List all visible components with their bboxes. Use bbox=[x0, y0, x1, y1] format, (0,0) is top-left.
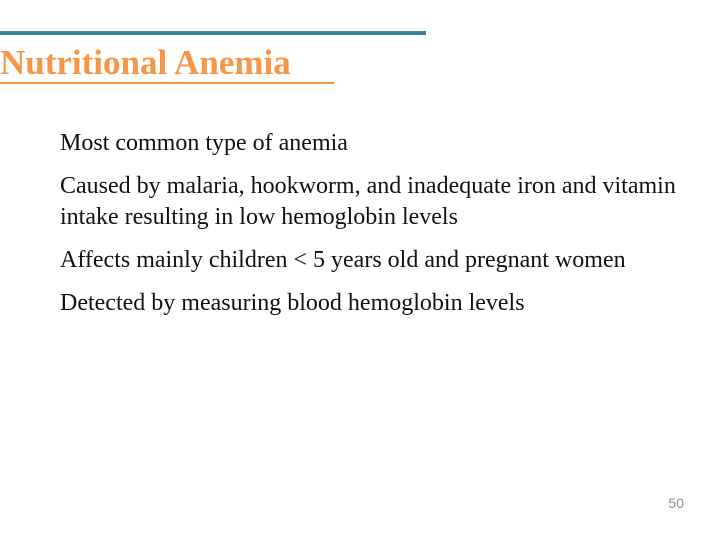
page-number: 50 bbox=[668, 495, 684, 511]
title-top-rule bbox=[0, 31, 426, 35]
bullet-list bbox=[60, 128, 690, 331]
title-underline bbox=[0, 82, 334, 84]
slide-title: Nutritional Anemia bbox=[0, 43, 291, 82]
bullet-item: Most common type of anemia bbox=[60, 130, 348, 156]
bullet-item: Detected by measuring blood hemoglobin levels bbox=[60, 290, 525, 316]
bullet-item: Caused by malaria, hookworm, and inadequate iron and vitamin intake resulting in low hemoglobin levels bbox=[60, 173, 676, 230]
bullet-item: Affects mainly children < 5 years old and pregnant women bbox=[60, 247, 626, 273]
